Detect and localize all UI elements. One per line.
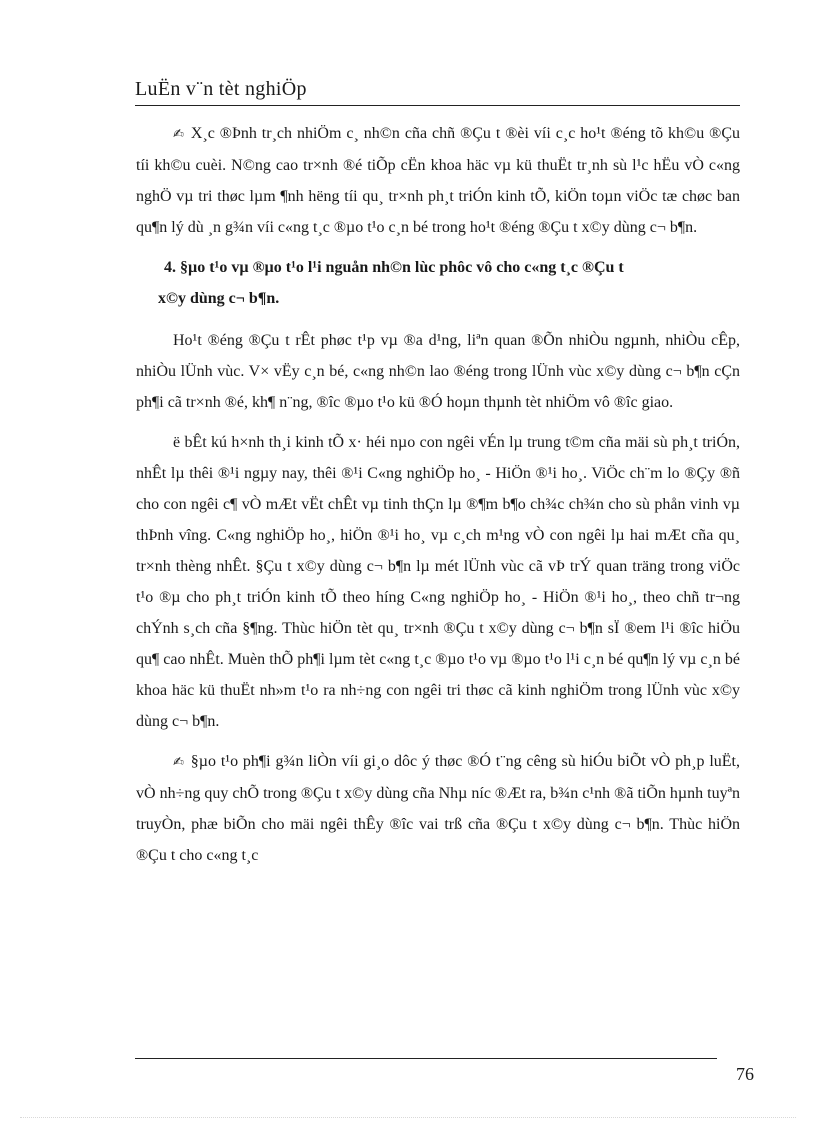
page-bottom-dotted-border [20, 1117, 796, 1118]
paragraph-investment-activity: Ho¹t ®éng ®Çu t rÊt phøc t¹p vµ ®a d¹ng, liªn quan ®Õn nhiÒu ngµnh, nhiÒu cÊp, nhiÒu lÜnh vùc. V× vËy c¸n bé, c«ng nh©n lao ®éng trong lÜnh vùc x©y dùng c¬ b¶n cÇn ph¶i cã tr×nh ®é, kh¶ n¨ng, ®îc ®µo t¹o kü ®Ó hoµn thµnh tèt nhiÖm vô ®îc giao. [136, 332, 740, 411]
footer-divider [135, 1058, 717, 1059]
header-divider [135, 105, 740, 106]
paragraph-text: X¸c ®Þnh tr¸ch nhiÖm c¸ nh©n cña chñ ®Çu t ®èi víi c¸c ho¹t ®éng tõ kh©u ®Çu tíi kh©u cuèi. N©ng cao tr×nh ®é tiÕp cËn khoa häc vµ kü thuËt tr¸nh sù l¹c hËu vÒ c«ng nghÖ vµ tri thøc lµm ¶nh hëng tíi qu¸ tr×nh ph¸t triÓn kinh tÕ, kiÖn toµn viÖc tæ chøc ban qu¶n lý dù ¸n g¾n víi c«ng t¸c ®µo t¹o c¸n bé trong ho¹t ®éng ®Çu t x©y dùng c¬ b¶n. [136, 125, 740, 236]
paragraph-responsibility [136, 118, 740, 243]
page-body [136, 118, 740, 880]
section-heading-line-1: 4. §µo t¹o vµ ®µo t¹o l¹i nguån nh©n lùc phôc vô cho c«ng t¸c ®Çu t [164, 259, 624, 276]
paragraph-text: §µo t¹o ph¶i g¾n liÒn víi gi¸o dôc ý thøc ®Ó t¨ng cêng sù hiÓu biÕt vÒ ph¸p luËt, vÒ nh÷ng quy chÕ trong ®Çu t x©y dùng cña Nhµ níc ®Æt ra, b¾n c¹nh ®ã tiÕn hµnh tuyªn truyÒn, phæ biÕn cho mäi ngêi thÊy ®îc vai trß cña ®Çu t x©y dùng c¬ b¶n. Thùc hiÖn ®Çu t cho c«ng t¸c [136, 753, 740, 864]
section-heading-line-2: x©y dùng c¬ b¶n. [158, 290, 280, 307]
page-header-title: LuËn v¨n tèt nghiÖp [135, 78, 307, 100]
section-heading [136, 252, 740, 314]
writing-hand-icon: ✍ [173, 755, 185, 770]
page-number: 76 [736, 1064, 754, 1084]
paragraph-training [136, 746, 740, 871]
paragraph-human-centre: ë bÊt kú h×nh th¸i kinh tÕ x· héi nµo con ngêi vÉn lµ trung t©m cña mäi sù ph¸t triÓn, nhÊt lµ thêi ®¹i ngµy nay, thêi ®¹i C«ng nghiÖp ho¸ - HiÖn ®¹i ho¸. ViÖc ch¨m lo ®Çy ®ñ cho con ngêi c¶ vÒ mÆt vËt chÊt vµ tinh thÇn lµ ®¶m b¶o ch¾c ch¾n cho sù phån vinh vµ thÞnh vîng. C«ng nghiÖp ho¸, hiÖn ®¹i ho¸ vµ c¸ch m¹ng vÒ con ngêi lµ hai mÆt cña qu¸ tr×nh thèng nhÊt. §Çu t x©y dùng c¬ b¶n lµ mét lÜnh vùc cã vÞ trÝ quan träng trong viÖc t¹o ®µ cho ph¸t triÓn kinh tÕ theo híng C«ng nghiÖp ho¸ - HiÖn ®¹i ho¸, theo chñ tr¬ng chÝnh s¸ch cña §¶ng. Thùc hiÖn tèt qu¸ tr×nh ®Çu t x©y dùng c¬ b¶n sÏ ®em l¹i ®îc hiÖu qu¶ cao nhÊt. Muèn thÕ ph¶i lµm tèt c«ng t¸c ®µo t¹o vµ ®µo t¹o l¹i c¸n bé qu¶n lý vµ c¸n bé khoa häc kü thuËt nh»m t¹o ra nh÷ng con ngêi tri thøc cã kinh nghiÖm trong lÜnh vùc x©y dùng c¬ b¶n. [136, 434, 740, 730]
writing-hand-icon: ✍ [173, 127, 185, 142]
